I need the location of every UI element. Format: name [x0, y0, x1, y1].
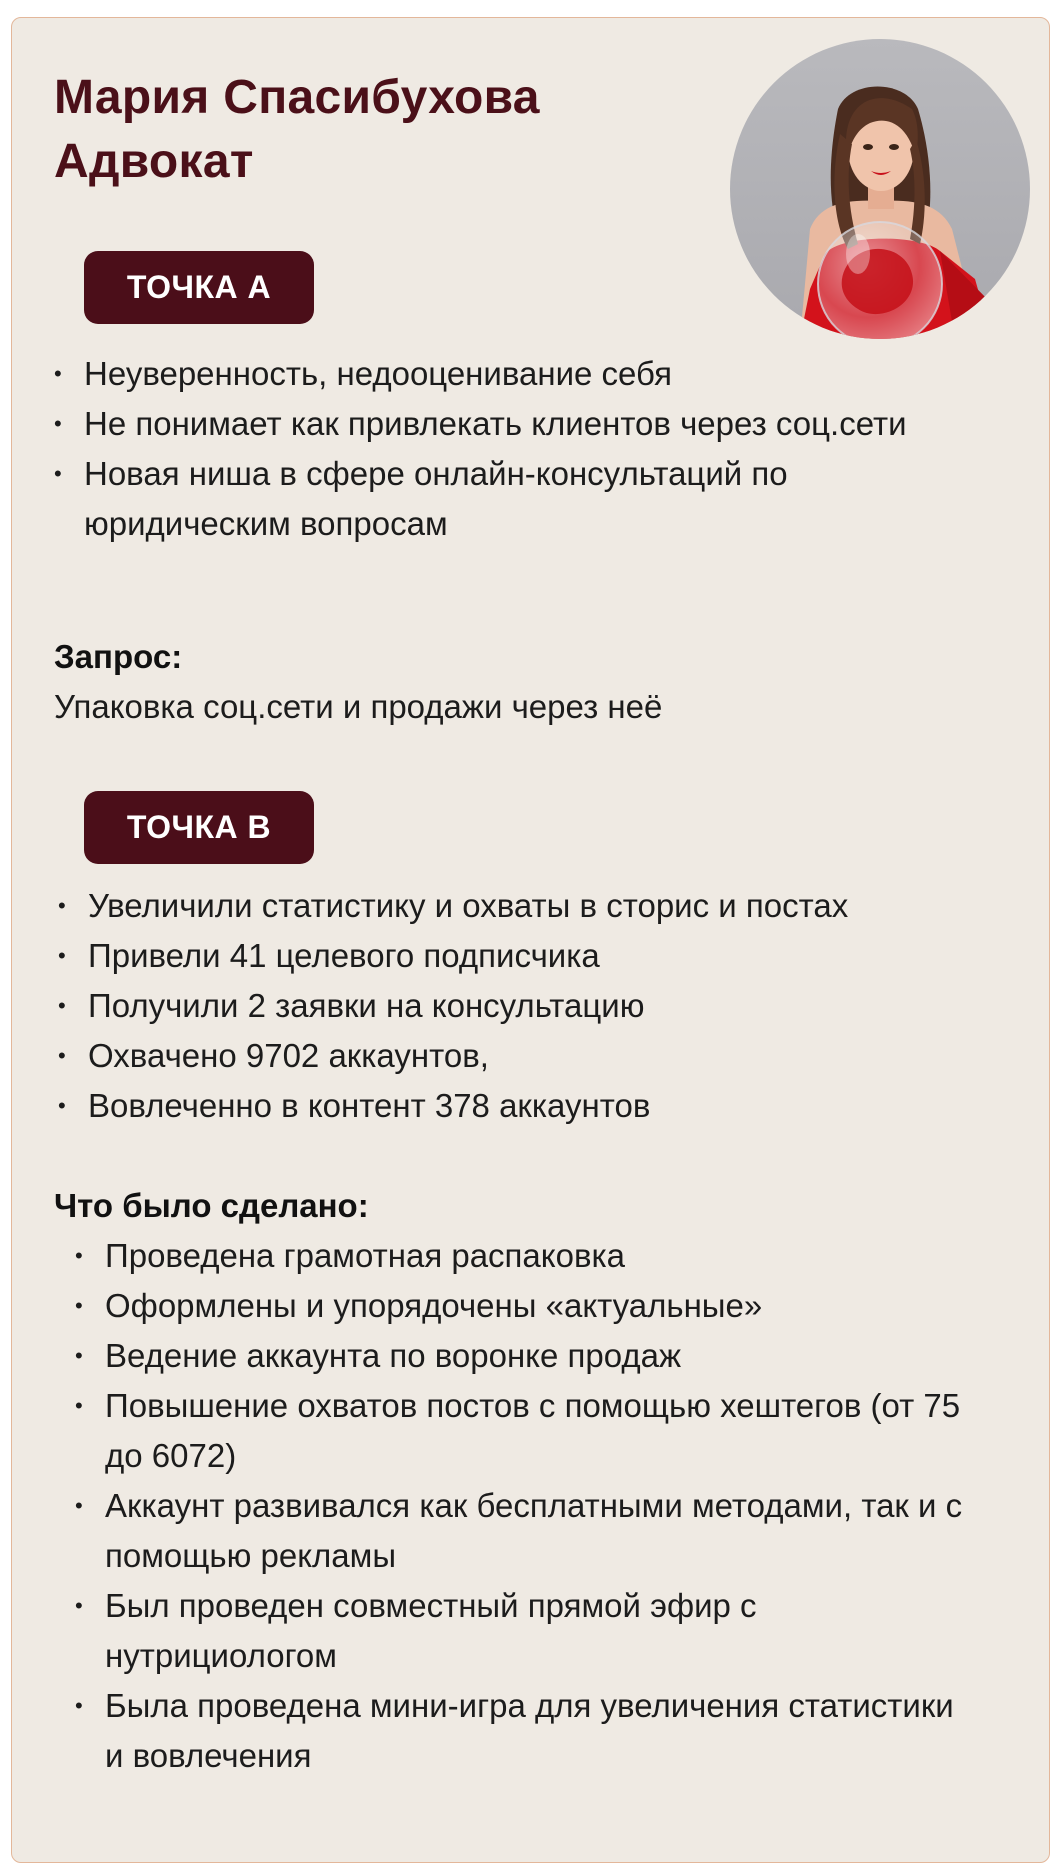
- client-name: Мария Спасибухова: [54, 71, 540, 124]
- request-label: Запрос:: [54, 638, 183, 675]
- list-item: • Была проведена мини-игра для увеличения статистики и вовлечения: [75, 1681, 975, 1781]
- list-item: • Не понимает как привлекать клиентов через соц.сети: [54, 399, 954, 449]
- avatar: [730, 39, 1030, 339]
- done-list: [75, 1231, 975, 1781]
- list-item: • Вовлеченно в контент 378 аккаунтов: [58, 1081, 1048, 1131]
- point-a-badge: ТОЧКА А: [84, 251, 314, 324]
- list-item: • Повышение охватов постов с помощью хештегов (от 75 до 6072): [75, 1381, 975, 1481]
- list-item: • Проведена грамотная распаковка: [75, 1231, 975, 1281]
- point-b-list: [58, 881, 1048, 1131]
- list-item: • Был проведен совместный прямой эфир с нутрициологом: [75, 1581, 975, 1681]
- profile-title: [54, 66, 540, 194]
- list-item: • Аккаунт развивался как бесплатными методами, так и с помощью рекламы: [75, 1481, 975, 1581]
- point-b-badge: ТОЧКА В: [84, 791, 314, 864]
- point-a-list: [54, 349, 954, 549]
- list-item: • Получили 2 заявки на консультацию: [58, 981, 1048, 1031]
- list-item: • Охвачено 9702 аккаунтов,: [58, 1031, 1048, 1081]
- list-item: • Новая ниша в сфере онлайн-консультаций по юридическим вопросам: [54, 449, 954, 549]
- client-role: Адвокат: [54, 135, 254, 188]
- list-item: • Увеличили статистику и охваты в сторис и постах: [58, 881, 1048, 931]
- request-text: Упаковка соц.сети и продажи через неё: [54, 688, 663, 725]
- done-label: Что было сделано:: [54, 1187, 369, 1224]
- avatar-photo: [730, 39, 1030, 339]
- case-card: [11, 17, 1050, 1863]
- list-item: • Неуверенность, недооценивание себя: [54, 349, 954, 399]
- list-item: • Ведение аккаунта по воронке продаж: [75, 1331, 975, 1381]
- list-item: • Привели 41 целевого подписчика: [58, 931, 1048, 981]
- list-item: • Оформлены и упорядочены «актуальные»: [75, 1281, 975, 1331]
